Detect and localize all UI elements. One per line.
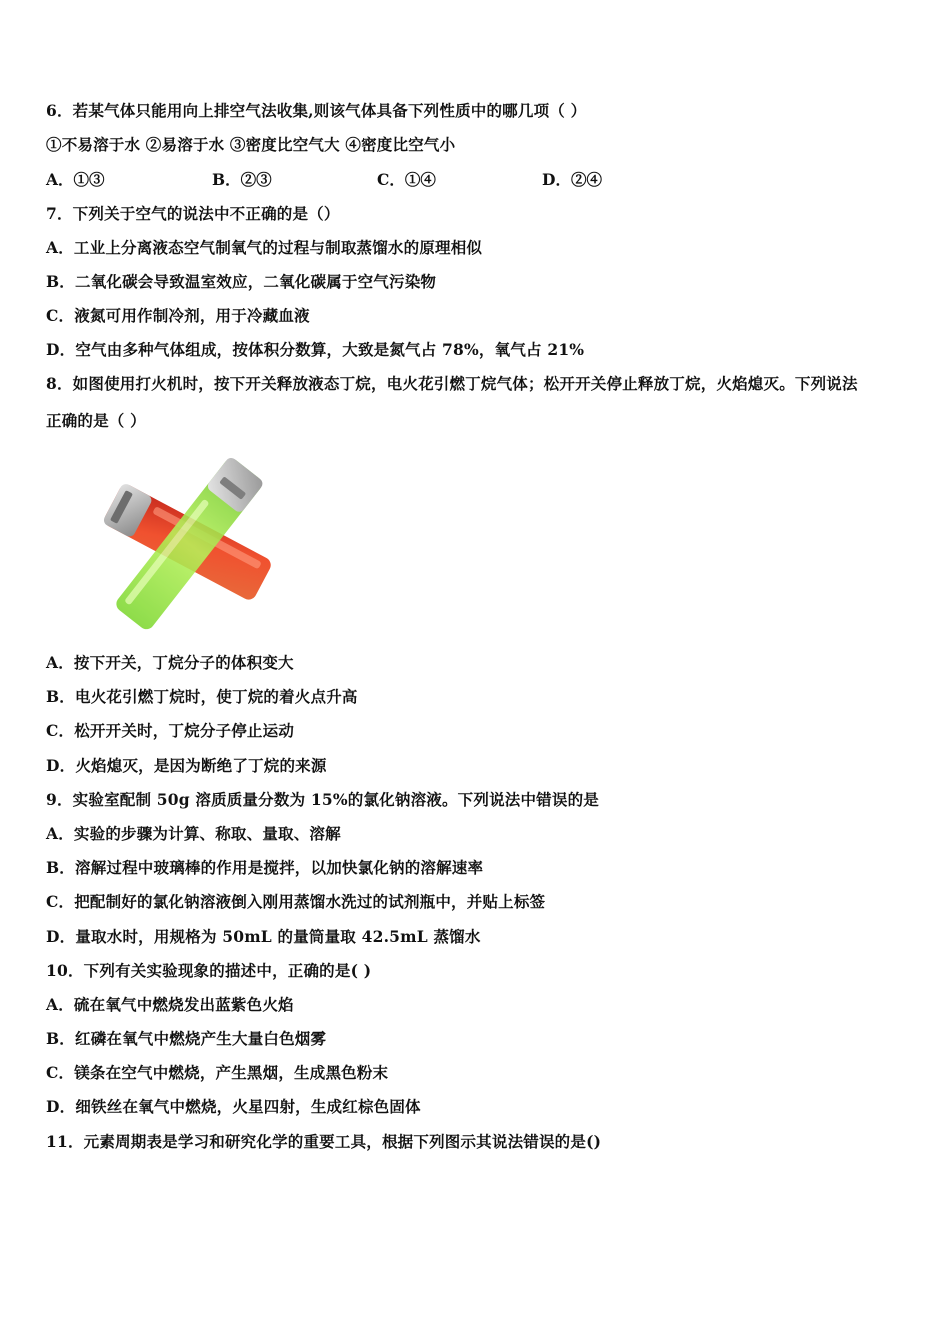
q9-option-d: D．量取水时，用规格为 50mL 的量筒量取 42.5mL 蒸馏水 [46, 927, 481, 946]
q6-option-c: C．①④ [377, 170, 436, 189]
q7-option-a: A．工业上分离液态空气制氧气的过程与制取蒸馏水的原理相似 [46, 238, 483, 257]
q10-option-a: A．硫在氧气中燃烧发出蓝紫色火焰 [46, 995, 294, 1014]
q6-properties: ①不易溶于水 ②易溶于水 ③密度比空气大 ④密度比空气小 [46, 135, 456, 154]
q9-option-b: B．溶解过程中玻璃棒的作用是搅拌，以加快氯化钠的溶解速率 [46, 858, 484, 877]
lighters-illustration [84, 452, 294, 637]
q6-option-b: B．②③ [212, 170, 272, 189]
q8-option-c: C．松开开关时，丁烷分子停止运动 [46, 721, 295, 740]
q10-option-d: D．细铁丝在氧气中燃烧，火星四射，生成红棕色固体 [46, 1097, 421, 1116]
q10-stem: 10．下列有关实验现象的描述中，正确的是( ) [46, 961, 372, 980]
q8-stem-line1: 8．如图使用打火机时，按下开关释放液态丁烷，电火花引燃丁烷气体；松开开关停止释放丁烷，火焰熄灭。下列说法 [46, 374, 858, 393]
q11-stem: 11．元素周期表是学习和研究化学的重要工具，根据下列图示其说法错误的是() [46, 1132, 602, 1151]
q6-option-d: D．②④ [542, 170, 602, 189]
q8-option-a: A．按下开关，丁烷分子的体积变大 [46, 653, 294, 672]
q8-stem-line2: 正确的是（ ） [46, 411, 146, 430]
q8-option-b: B．电火花引燃丁烷时，使丁烷的着火点升高 [46, 687, 358, 706]
q6-stem: 6．若某气体只能用向上排空气法收集,则该气体具备下列性质中的哪几项（ ） [46, 101, 587, 120]
q7-option-c: C．液氮可用作制冷剂，用于冷藏血液 [46, 306, 310, 325]
q6-option-a: A．①③ [46, 170, 105, 189]
q9-option-c: C．把配制好的氯化钠溶液倒入刚用蒸馏水洗过的试剂瓶中，并贴上标签 [46, 892, 546, 911]
q7-option-b: B．二氧化碳会导致温室效应，二氧化碳属于空气污染物 [46, 272, 437, 291]
lighters-figure [84, 452, 294, 637]
q7-stem: 7．下列关于空气的说法中不正确的是（） [46, 204, 340, 223]
q8-option-d: D．火焰熄灭，是因为断绝了丁烷的来源 [46, 756, 327, 775]
green-lighter [113, 456, 265, 633]
q9-option-a: A．实验的步骤为计算、称取、量取、溶解 [46, 824, 341, 843]
q7-option-d: D．空气由多种气体组成，按体积分数算，大致是氮气占 78%，氧气占 21% [46, 340, 585, 359]
q10-option-c: C．镁条在空气中燃烧，产生黑烟，生成黑色粉末 [46, 1063, 389, 1082]
q10-option-b: B．红磷在氧气中燃烧产生大量白色烟雾 [46, 1029, 327, 1048]
q9-stem: 9．实验室配制 50g 溶质质量分数为 15%的氯化钠溶液。下列说法中错误的是 [46, 790, 599, 809]
